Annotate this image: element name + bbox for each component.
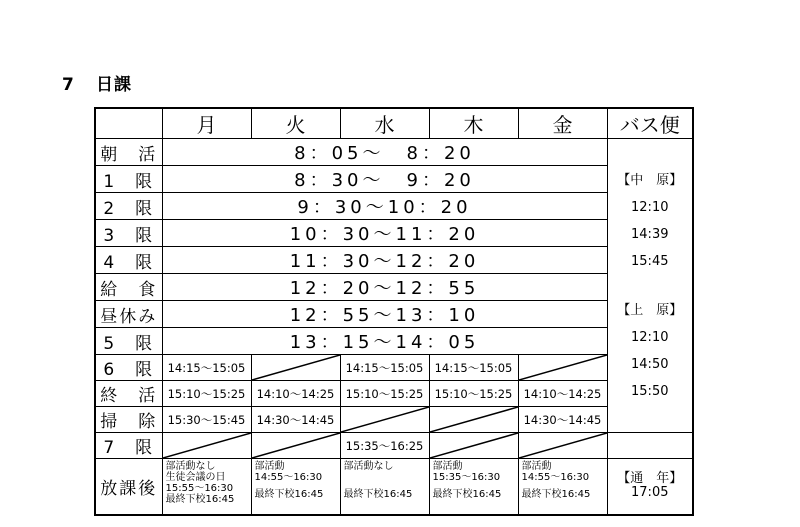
row-period-1 xyxy=(95,166,693,193)
time-cell: 14:15～15:05 xyxy=(162,355,251,381)
bus-tsunen xyxy=(607,459,693,515)
club-cell-wed xyxy=(340,459,429,515)
row-period-3 xyxy=(95,220,693,247)
empty-slash-cell xyxy=(162,433,251,459)
club-status: 部活動なし xyxy=(165,461,216,472)
club-status: 部活動なし xyxy=(343,461,394,472)
row-label: 7 限 xyxy=(95,433,162,459)
time-span: 10：30～11：20 xyxy=(162,220,607,247)
club-time: 14:55～16:30 xyxy=(254,472,323,483)
row-label: 給 食 xyxy=(95,274,162,301)
bus-naka-label: 【中 原】 xyxy=(617,173,683,188)
row-label: 2 限 xyxy=(95,193,162,220)
header-mon: 月 xyxy=(162,108,251,139)
bus-kami-label: 【上 原】 xyxy=(617,303,683,318)
row-asakatsu xyxy=(95,139,693,166)
section-title xyxy=(62,70,132,95)
row-label: 放課後 xyxy=(95,459,162,515)
row-label: 4 限 xyxy=(95,247,162,274)
empty-slash-cell xyxy=(429,433,518,459)
row-label: 昼休み xyxy=(95,301,162,328)
club-status: 部活動 xyxy=(254,461,285,472)
section-heading: 日課 xyxy=(96,75,132,95)
row-label: 朝 活 xyxy=(95,139,162,166)
row-label: 6 限 xyxy=(95,355,162,381)
final-dismissal: 最終下校16:45 xyxy=(165,494,235,505)
final-dismissal: 最終下校16:45 xyxy=(432,489,502,500)
time-span: 8：30～ 9：20 xyxy=(162,166,607,193)
row-label: 掃 除 xyxy=(95,407,162,433)
bus-tsunen-label: 【通 年】 xyxy=(617,471,683,487)
empty-slash-cell xyxy=(340,407,429,433)
empty-slash-cell xyxy=(251,433,340,459)
club-status: 部活動 xyxy=(521,461,552,472)
row-label: 1 限 xyxy=(95,166,162,193)
club-time: 14:55～16:30 xyxy=(521,472,590,483)
club-note: 生徒会議の日 xyxy=(165,472,226,483)
bus-kami-time: 15:50 xyxy=(631,384,669,399)
time-cell: 15:10～15:25 xyxy=(162,381,251,407)
time-cell: 14:15～15:05 xyxy=(340,355,429,381)
row-kyushoku xyxy=(95,274,693,301)
time-cell: 14:30～14:45 xyxy=(251,407,340,433)
row-hokago xyxy=(95,459,693,515)
final-dismissal: 最終下校16:45 xyxy=(254,489,324,500)
header-tue: 火 xyxy=(251,108,340,139)
header-wed: 水 xyxy=(340,108,429,139)
bus-kami-time: 12:10 xyxy=(631,330,669,345)
bus-naka-time: 12:10 xyxy=(631,200,669,215)
time-span: 11：30～12：20 xyxy=(162,247,607,274)
final-dismissal: 最終下校16:45 xyxy=(521,489,591,500)
time-cell: 14:15～15:05 xyxy=(429,355,518,381)
time-cell: 15:10～15:25 xyxy=(340,381,429,407)
empty-slash-cell xyxy=(429,407,518,433)
section-number: 7 xyxy=(62,75,75,95)
bus-naka-time: 14:39 xyxy=(631,227,669,242)
row-label: 3 限 xyxy=(95,220,162,247)
club-cell-tue xyxy=(251,459,340,515)
row-shukatsu xyxy=(95,381,693,407)
club-time: 15:35～16:30 xyxy=(432,472,501,483)
row-label: 終 活 xyxy=(95,381,162,407)
time-cell: 15:35～16:25 xyxy=(340,433,429,459)
bus-kami-time: 14:50 xyxy=(631,357,669,372)
club-time: 15:55～16:30 xyxy=(165,483,234,494)
row-period-5 xyxy=(95,328,693,355)
header-thu: 木 xyxy=(429,108,518,139)
club-cell-thu xyxy=(429,459,518,515)
empty-slash-cell xyxy=(251,355,340,381)
club-status: 部活動 xyxy=(432,461,463,472)
row-period-7 xyxy=(95,433,693,459)
row-period-4 xyxy=(95,247,693,274)
time-span: 13：15～14：05 xyxy=(162,328,607,355)
bus-tsunen-time: 17:05 xyxy=(631,485,669,501)
time-span: 12：20～12：55 xyxy=(162,274,607,301)
bus-schedule xyxy=(607,139,693,433)
club-cell-mon xyxy=(162,459,251,515)
row-label: 5 限 xyxy=(95,328,162,355)
time-cell: 14:30～14:45 xyxy=(518,407,607,433)
row-hiruyasumi xyxy=(95,301,693,328)
time-span: 8：05～ 8：20 xyxy=(162,139,607,166)
time-cell: 15:30～15:45 xyxy=(162,407,251,433)
daily-schedule-table xyxy=(94,107,694,516)
row-soji xyxy=(95,407,693,433)
header-fri: 金 xyxy=(518,108,607,139)
club-cell-fri xyxy=(518,459,607,515)
row-period-6 xyxy=(95,355,693,381)
time-span: 9：30～10：20 xyxy=(162,193,607,220)
time-cell: 14:10～14:25 xyxy=(251,381,340,407)
empty-slash-cell xyxy=(518,433,607,459)
empty-slash-cell xyxy=(518,355,607,381)
time-cell: 15:10～15:25 xyxy=(429,381,518,407)
time-cell: 14:10～14:25 xyxy=(518,381,607,407)
time-span: 12：55～13：10 xyxy=(162,301,607,328)
bus-naka-time: 15:45 xyxy=(631,254,669,269)
header-corner xyxy=(95,108,162,139)
row-period-2 xyxy=(95,193,693,220)
header-bus: バス便 xyxy=(607,108,693,139)
final-dismissal: 最終下校16:45 xyxy=(343,489,413,500)
header-row xyxy=(95,108,693,139)
